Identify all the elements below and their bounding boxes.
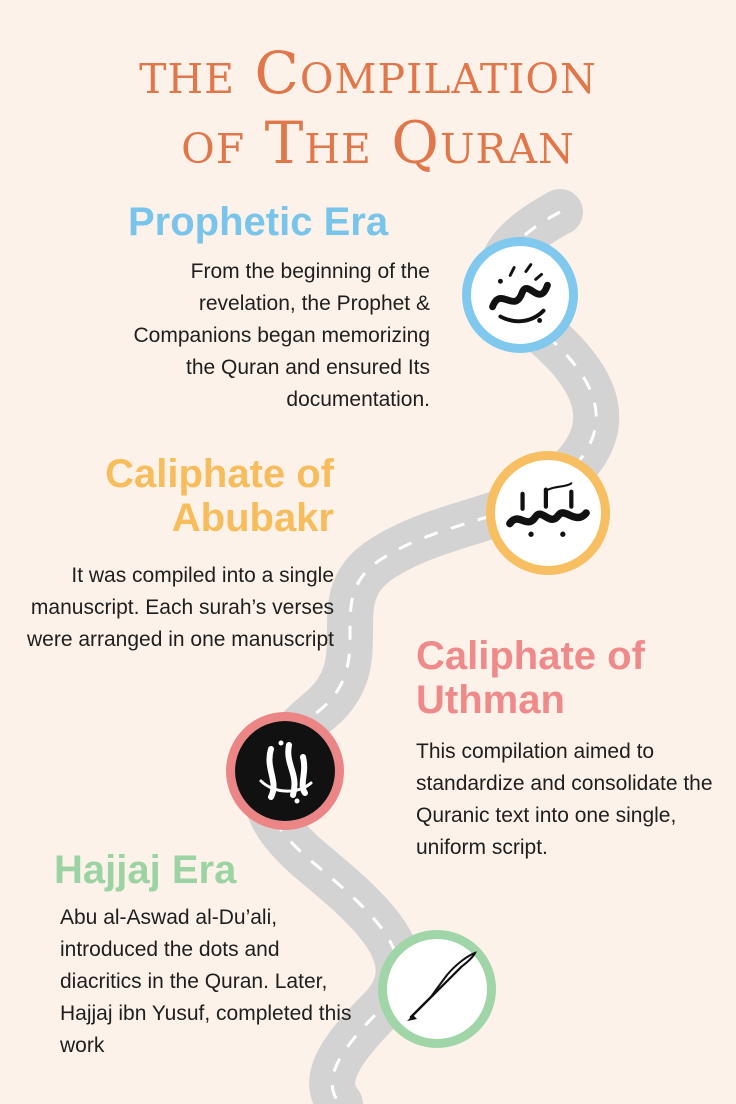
quill-pen-icon [378,930,496,1048]
uthman-heading: Caliphate of Uthman [416,634,645,722]
prophetic-era-text: From the beginning of the revelation, the Prophet & Companions began memorizing the Quran and ensured Its documentation. [133,260,430,411]
abubakr-text: It was compiled into a single manuscript. Each surah’s verses were arranged in one manuscript [26,564,334,651]
prophetic-era-heading: Prophetic Era [128,200,389,244]
abubakr-heading: Caliphate of Abubakr [105,452,334,540]
calligraphy-muhammad-icon [462,237,578,353]
title-line-1: the Compilation [139,39,597,107]
title-line-2: of The Quran [181,109,575,177]
calligraphy-abubakr-icon [486,451,610,575]
uthman-text: This compilation aimed to standardize and consolidate the Quranic text into one single, uniform script. [416,740,713,859]
hajjaj-era-heading: Hajjaj Era [54,848,237,892]
calligraphy-uthman-icon [226,712,344,830]
page-title [0,38,736,178]
hajjaj-era-text: Abu al-Aswad al-Du’ali, introduced the dots and diacritics in the Quran. Later, Hajjaj ibn Yusuf, completed this work [60,906,352,1057]
